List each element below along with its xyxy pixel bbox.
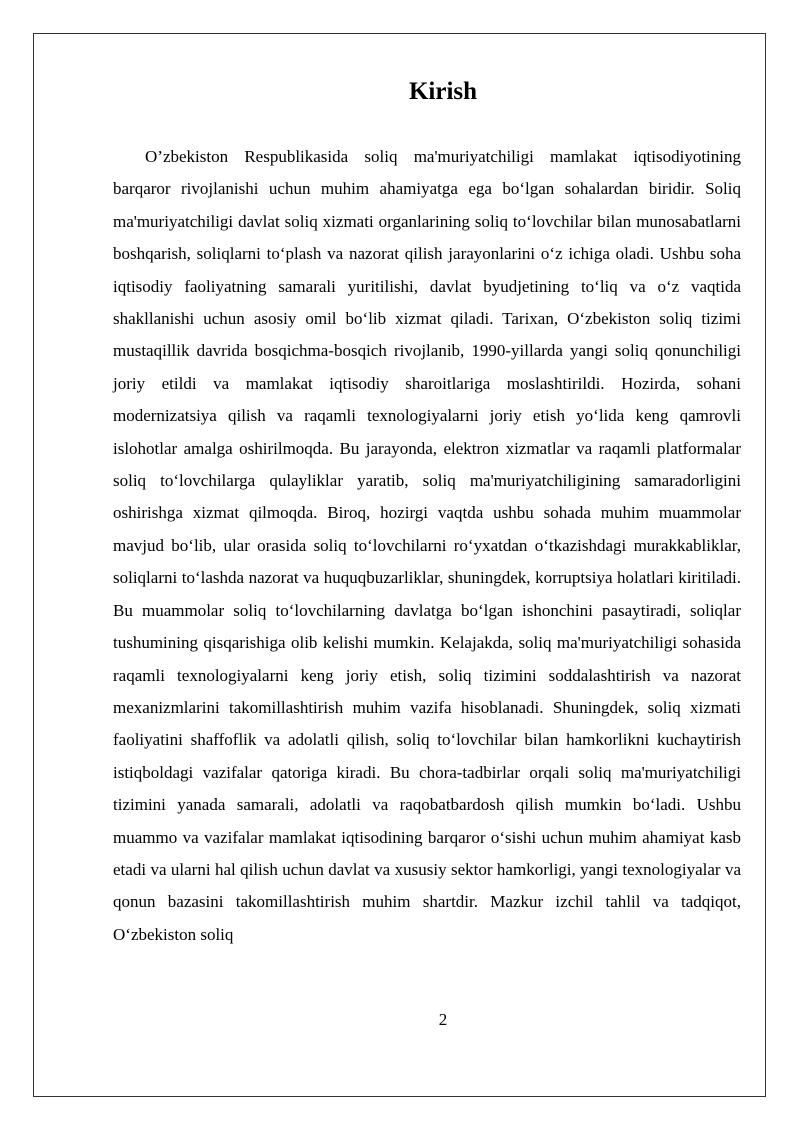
section-title: Kirish [408, 78, 478, 105]
page-number: 2 [438, 1010, 448, 1029]
body-paragraph: O’zbekiston Respublikasida soliq ma'muriyatchiligi mamlakat iqtisodiyotining barqaror rivojlanishi uchun muhim ahamiyatga ega bo‘lgan sohalardan biridir. Soliq ma'muriyatchiligi davlat soliq xizmati organlarining soliq to‘lovchilar bilan munosabatlarni boshqarish, soliqlarni to‘plash va nazorat qilish jarayonlarini o‘z ichiga oladi. Ushbu soha iqtisodiy faoliyatning samarali yuritilishi, davlat byudjetining to‘liq va o‘z vaqtida shakllanishi uchun asosiy omil bo‘lib xizmat qiladi. Tarixan, O‘zbekiston soliq tizimi mustaqillik davrida bosqichma-bosqich rivojlanib, 1990-yillarda yangi soliq qonunchiligi joriy etildi va mamlakat iqtisodiy sharoitlariga moslashtirildi. Hozirda, sohani modernizatsiya qilish va raqamli texnologiyalarni joriy etish yo‘lida keng qamrovli islohotlar amalga oshirilmoqda. Bu jarayonda, elektron xizmatlar va raqamli platformalar soliq to‘lovchilarga qulayliklar yaratib, soliq ma'muriyatchiligining samaradorligini oshirishga xizmat qilmoqda. Biroq, hozirgi vaqtda ushbu sohada muhim muammolar mavjud bo‘lib, ular orasida soliq to‘lovchilarni ro‘yxatdan o‘tkazishdagi murakkabliklar, soliqlarni to‘lashda nazorat va huquqbuzarliklar, shuningdek, korruptsiya holatlari kiritiladi. Bu muammolar soliq to‘lovchilarning davlatga bo‘lgan ishonchini pasaytiradi, soliqlar tushumining qisqarishiga olib kelishi mumkin. Kelajakda, soliq ma'muriyatchiligi sohasida raqamli texnologiyalarni keng joriy etish, soliq tizimini soddalashtirish va nazorat mexanizmlarini takomillashtirish muhim vazifa hisoblanadi. Shuningdek, soliq xizmati faoliyatini shaffoflik va adolatli qilish, soliq to‘lovchilar bilan hamkorlikni kuchaytirish istiqboldagi vazifalar qatoriga kiradi. Bu chora-tadbirlar orqali soliq ma'muriyatchiligi tizimini yanada samarali, adolatli va raqobatbardosh qilish mumkin bo‘ladi. Ushbu muammo va vazifalar mamlakat iqtisodining barqaror o‘sishi uchun muhim ahamiyat kasb etadi va ularni hal qilish uchun davlat va xususiy sektor hamkorligi, yangi texnologiyalar va qonun bazasini takomillashtirish muhim shartdir. Mazkur izchil tahlil va tadqiqot, O‘zbekiston soliq [113, 147, 741, 944]
